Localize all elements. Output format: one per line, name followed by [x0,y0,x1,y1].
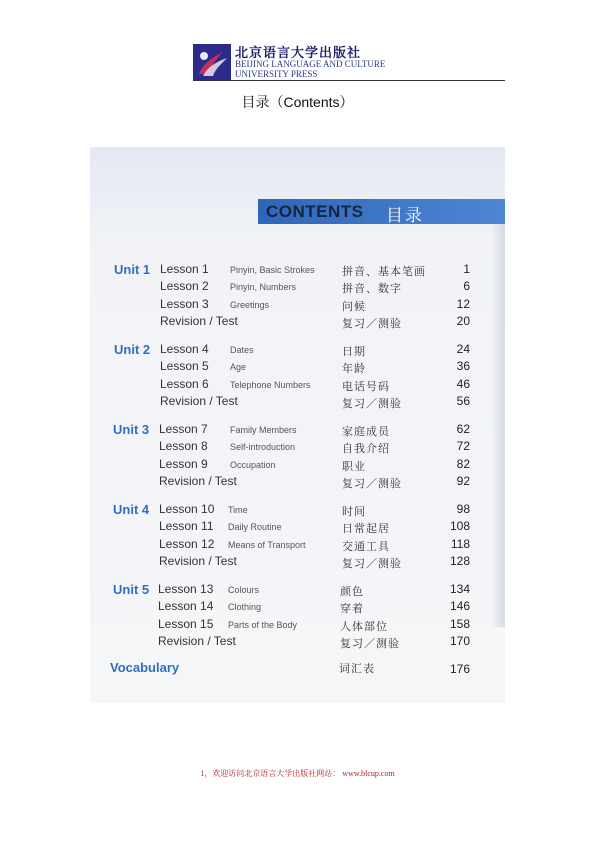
lesson-topic-en: Family Members [230,425,297,435]
page-shadow [491,207,505,627]
lesson-topic-en: Self-introduction [230,442,296,453]
lesson-name: Lesson 3 [160,296,209,311]
lesson-page-number: 24 [456,342,470,356]
lesson-topic-cn: 家庭成员 [342,425,390,438]
lesson-name: Revision / Test [160,393,238,408]
header-divider [193,80,505,81]
banner-title-cn: 目录 [386,206,424,226]
lesson-page-number: 92 [456,473,470,488]
lesson-topic-cn: 电话号码 [342,379,390,393]
lesson-page-number: 158 [449,616,470,631]
lesson-topic-cn: 拼音、数字 [342,282,402,296]
lesson-topic-en: Age [230,362,247,373]
lesson-page-number: 12 [456,296,470,311]
lesson-page-number: 20 [456,313,470,328]
lesson-name: Lesson 7 [159,422,208,436]
lesson-name: Revision / Test [159,473,237,488]
lesson-name: Lesson 11 [159,519,214,534]
lesson-name: Revision / Test [158,633,236,648]
lesson-name: Lesson 13 [158,582,214,596]
lesson-name: Lesson 2 [160,279,209,294]
lesson-topic-cn: 日常起居 [342,522,390,536]
press-name-en-line2: UNIVERSITY PRESS [235,69,318,79]
lesson-topic-en: Parts of the Body [228,619,298,630]
press-name-en-line1: BEIJING LANGUAGE AND CULTURE [235,59,386,69]
press-name-cn: 北京语言大学出版社 [235,46,362,61]
lesson-topic-en: Dates [230,345,254,355]
lesson-topic-cn: 穿着 [340,602,364,616]
lesson-topic-en: Clothing [228,602,262,613]
unit-label: Unit 1 [114,262,151,277]
lesson-page-number: 82 [456,456,470,471]
page-header [0,0,595,110]
vocabulary-cn: 词汇表 [339,662,375,675]
lesson-page-number: 108 [449,519,470,534]
lesson-page-number: 62 [456,422,470,436]
lesson-page-number: 170 [449,633,470,648]
banner-title-en: CONTENTS [266,202,364,221]
lesson-topic-en: Means of Transport [228,539,306,550]
lesson-topic-cn: 年龄 [342,362,366,376]
lesson-topic-en: Daily Routine [228,522,282,533]
lesson-topic-en: Time [228,505,248,515]
lesson-topic-cn: 日期 [342,345,366,358]
lesson-topic-cn: 人体部位 [340,619,388,633]
lesson-topic-en: Colours [228,585,260,595]
lesson-topic-en: Pinyin, Basic Strokes [230,265,315,275]
lesson-name: Lesson 15 [158,616,214,631]
lesson-name: Lesson 12 [159,536,215,551]
lesson-topic-cn: 问候 [342,299,366,313]
lesson-page-number: 98 [456,502,470,516]
lesson-name: Lesson 8 [159,439,208,454]
lesson-topic-cn: 复习／测验 [340,636,400,650]
lesson-topic-en: Telephone Numbers [230,379,311,390]
lesson-name: Lesson 5 [160,359,209,374]
scanned-contents-page [90,147,505,703]
lesson-topic-en: Pinyin, Numbers [230,282,297,293]
lesson-topic-en: Occupation [230,459,276,470]
lesson-name: Lesson 9 [159,456,208,471]
unit-label: Unit 4 [113,502,150,517]
lesson-topic-en: Greetings [230,299,270,310]
lesson-page-number: 118 [450,536,470,551]
unit-label: Unit 2 [114,342,151,357]
lesson-topic-cn: 复习／测验 [342,396,402,410]
lesson-page-number: 146 [449,599,470,614]
unit-label: Unit 5 [113,582,150,597]
vocabulary-page-number: 176 [449,662,470,676]
lesson-name: Lesson 1 [160,262,209,276]
lesson-page-number: 56 [456,393,470,408]
lesson-page-number: 6 [463,279,470,294]
lesson-name: Revision / Test [159,553,237,568]
lesson-page-number: 46 [456,376,470,391]
lesson-topic-cn: 复习／测验 [342,556,402,570]
publisher-logo-icon [193,44,231,80]
lesson-page-number: 1 [463,262,470,276]
lesson-topic-cn: 职业 [342,459,366,473]
lesson-name: Lesson 10 [159,502,215,516]
lesson-page-number: 134 [449,582,470,596]
unit-label: Unit 3 [113,422,150,437]
lesson-name: Revision / Test [160,313,238,328]
lesson-name: Lesson 4 [160,342,209,356]
lesson-page-number: 128 [449,553,470,568]
lesson-topic-cn: 自我介绍 [342,442,390,456]
page-footer: 1，欢迎访问北京语言大学出版社网站： www.blcup.com [200,769,395,778]
lesson-topic-cn: 颜色 [340,585,364,598]
contents-banner [258,199,505,224]
vocabulary-label: Vocabulary [110,660,180,675]
lesson-topic-cn: 复习／测验 [342,476,402,490]
lesson-name: Lesson 6 [160,376,209,391]
lesson-topic-cn: 交通工具 [342,539,390,553]
document-title: 目录（Contents） [241,94,354,110]
lesson-topic-cn: 拼音、基本笔画 [342,265,426,278]
lesson-page-number: 36 [456,359,470,374]
lesson-name: Lesson 14 [158,599,214,614]
lesson-page-number: 72 [456,439,470,454]
lesson-topic-cn: 复习／测验 [342,316,402,330]
lesson-topic-cn: 时间 [342,505,366,518]
